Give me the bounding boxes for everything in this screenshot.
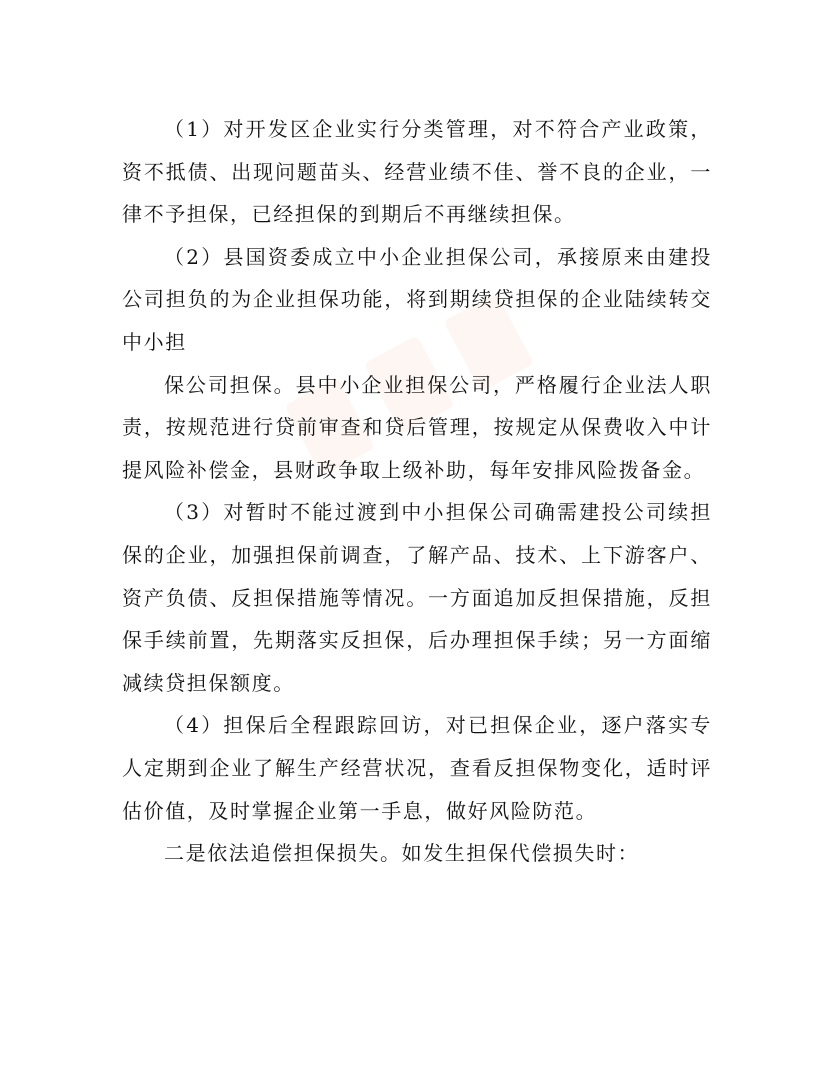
- paragraph-2-line-3: 中小担: [122, 329, 187, 354]
- paragraph-2-line-2: 公司担负的为企业担保功能，将到期续贷担保的企业陆续转交: [122, 287, 712, 312]
- paragraph-4-line-3: 资产负债、反担保措施等情况。一方面追加反担保措施，反担: [122, 585, 712, 610]
- paragraph-3-line-2: 责，按规范进行贷前审查和贷后管理，按规定从保费收入中计: [122, 415, 712, 440]
- paragraph-5-line-2: 人定期到企业了解生产经营状况，查看反担保物变化，适时评: [122, 755, 712, 780]
- paragraph-1-line-2: 资不抵债、出现问题苗头、经营业绩不佳、誉不良的企业，一: [122, 159, 712, 184]
- paragraph-1-line-3: 律不予担保，已经担保的到期后不再继续担保。: [122, 202, 576, 227]
- paragraph-3-line-3: 提风险补偿金，县财政争取上级补助，每年安排风险拨备金。: [122, 457, 706, 482]
- paragraph-3-line-1: 保公司担保。县中小企业担保公司，严格履行企业法人职: [164, 372, 712, 397]
- paragraph-4-line-4: 保手续前置，先期落实反担保，后办理担保手续；另一方面缩: [122, 628, 712, 653]
- body-text: [122, 108, 712, 875]
- paragraph-1-line-1: （1）对开发区企业实行分类管理，对不符合产业政策，: [164, 117, 712, 141]
- paragraph-4-line-2: 保的企业，加强担保前调查，了解产品、技术、上下游客户、: [122, 542, 712, 567]
- paragraph-2-line-1: （2）县国资委成立中小企业担保公司，承接原来由建投: [164, 244, 712, 269]
- paragraph-4-line-5: 减续贷担保额度。: [122, 670, 295, 695]
- paragraph-6-line-1: 二是依法追偿担保损失。如发生担保代偿损失时：: [164, 841, 640, 866]
- paragraph-4-line-1: （3）对暂时不能过渡到中小担保公司确需建投公司续担: [164, 500, 712, 525]
- paragraph-5-line-1: （4）担保后全程跟踪回访，对已担保企业，逐户落实专: [164, 713, 712, 738]
- paragraph-5-line-3: 估价值，及时掌握企业第一手息，做好风险防范。: [122, 798, 598, 823]
